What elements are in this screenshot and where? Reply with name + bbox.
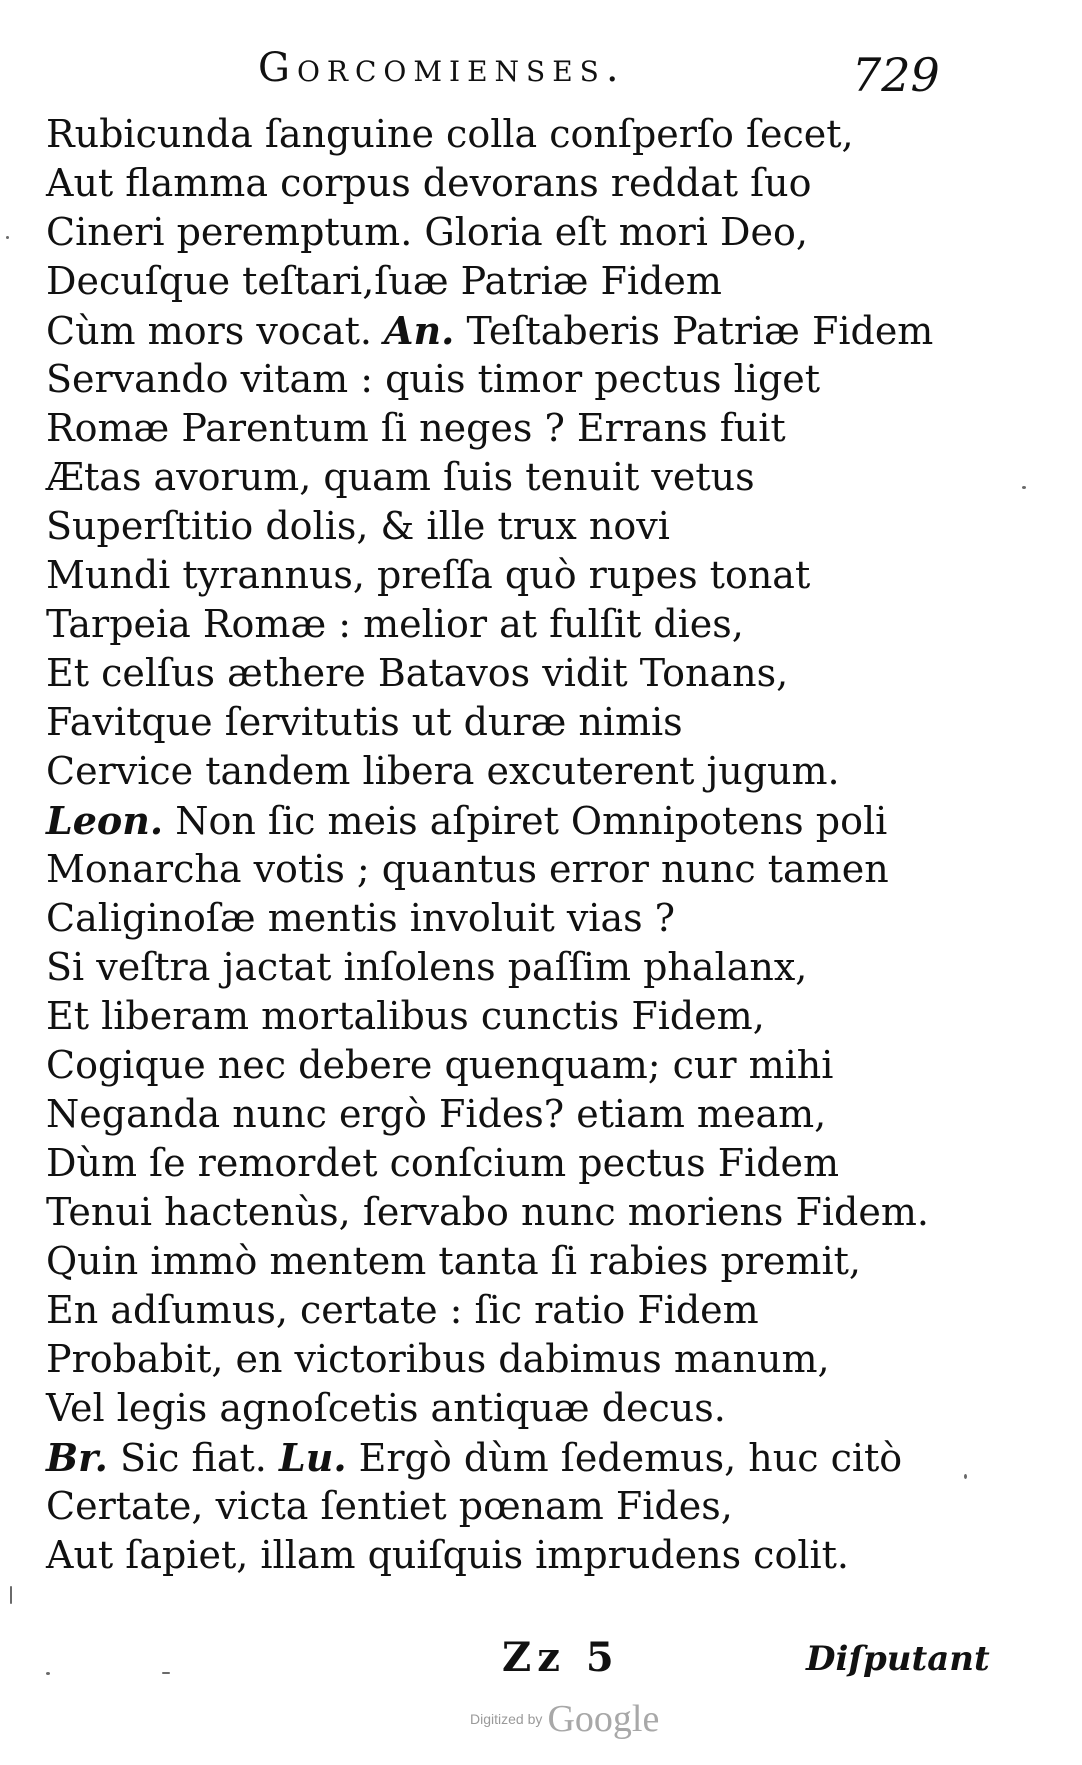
verse-line-28	[46, 1433, 946, 1482]
ink-speck	[46, 1672, 50, 1675]
speaker-br: Br.	[46, 1435, 108, 1480]
speaker-an: An.	[384, 308, 455, 353]
catchword: Diſputant	[806, 1639, 990, 1679]
verse-line-10: Mundi tyrannus, preſſa quò rupes tonat	[46, 553, 811, 597]
verse-line-22: Dùm ſe remordet conſcium pectus Fidem	[46, 1141, 840, 1185]
signature-mark: Zz 5	[502, 1634, 620, 1681]
verse-line-23: Tenui hactenùs, ſervabo nunc moriens Fidem.	[46, 1190, 929, 1234]
running-head-title: Gorcomienses.	[258, 45, 626, 91]
speaker-lu: Lu.	[278, 1435, 347, 1480]
verse-line-30: Aut ſapiet, illam quiſquis imprudens colit.	[46, 1533, 849, 1577]
ink-speck	[10, 1586, 12, 1604]
verse-line-24: Quin immò mentem tanta ſi rabies premit,	[46, 1239, 861, 1283]
verse-line-21: Neganda nunc ergò Fides? etiam meam,	[46, 1092, 827, 1136]
verse-line-26: Probabit, en victoribus dabimus manum,	[46, 1337, 830, 1381]
verse-line-19: Et liberam mortalibus cunctis Fidem,	[46, 994, 765, 1038]
verse-line-16: Monarcha votis ; quantus error nunc tamen	[46, 847, 889, 891]
verse-block	[46, 110, 946, 1580]
ink-speck	[1022, 486, 1026, 489]
verse-line-6: Servando vitam : quis timor pectus liget	[46, 357, 821, 401]
verse-line-18: Si veſtra jactat inſolens paſſim phalanx,	[46, 945, 808, 989]
verse-line-15	[46, 796, 946, 845]
digitized-watermark	[470, 1700, 659, 1738]
verse-line-8: Ætas avorum, quam ſuis tenuit vetus	[46, 455, 755, 499]
verse-line-25: En adſumus, certate : ſic ratio Fidem	[46, 1288, 759, 1332]
verse-line-5-text: Cùm mors vocat.	[46, 309, 372, 353]
verse-line-1: Rubicunda ſanguine colla conſperſo ſecet,	[46, 112, 854, 156]
verse-line-7: Romæ Parentum ſi neges ? Errans fuit	[46, 406, 786, 450]
verse-line-14: Cervice tandem libera excuterent jugum.	[46, 749, 840, 793]
verse-line-27: Vel legis agnoſcetis antiquæ decus.	[46, 1386, 726, 1430]
verse-line-13: Favitque ſervitutis ut duræ nimis	[46, 700, 683, 744]
verse-line-15-speech: Non ſic meis aſpiret Omnipotens poli	[175, 799, 888, 843]
verse-line-3: Cineri peremptum. Gloria eſt mori Deo,	[46, 210, 808, 254]
verse-line-5	[46, 306, 946, 355]
page-number: 729	[852, 48, 940, 102]
verse-line-9: Superſtitio dolis, & ille trux novi	[46, 504, 670, 548]
verse-line-12: Et celſus æthere Batavos vidit Tonans,	[46, 651, 789, 695]
verse-line-28-speech-2: Ergò dùm ſedemus, huc citò	[358, 1436, 903, 1480]
verse-line-4: Decuſque teſtari,ſuæ Patriæ Fidem	[46, 259, 722, 303]
ink-speck	[6, 236, 9, 239]
digitized-prefix: Digitized by	[470, 1711, 543, 1727]
verse-line-28-speech-1: Sic fiat.	[119, 1436, 267, 1480]
verse-line-20: Cogique nec debere quenquam; cur mihi	[46, 1043, 834, 1087]
verse-line-11: Tarpeia Romæ : melior at fulſit dies,	[46, 602, 744, 646]
verse-line-5-speech: Teſtaberis Patriæ Fidem	[466, 309, 934, 353]
ink-speck	[964, 1474, 967, 1479]
ink-speck	[162, 1672, 170, 1674]
verse-line-2: Aut flamma corpus devorans reddat ſuo	[46, 161, 812, 205]
speaker-leon: Leon.	[46, 798, 164, 843]
verse-line-17: Caliginoſæ mentis involuit vias ?	[46, 896, 676, 940]
verse-line-29: Certate, victa ſentiet pœnam Fides,	[46, 1484, 733, 1528]
google-logo: Google	[547, 1698, 660, 1740]
